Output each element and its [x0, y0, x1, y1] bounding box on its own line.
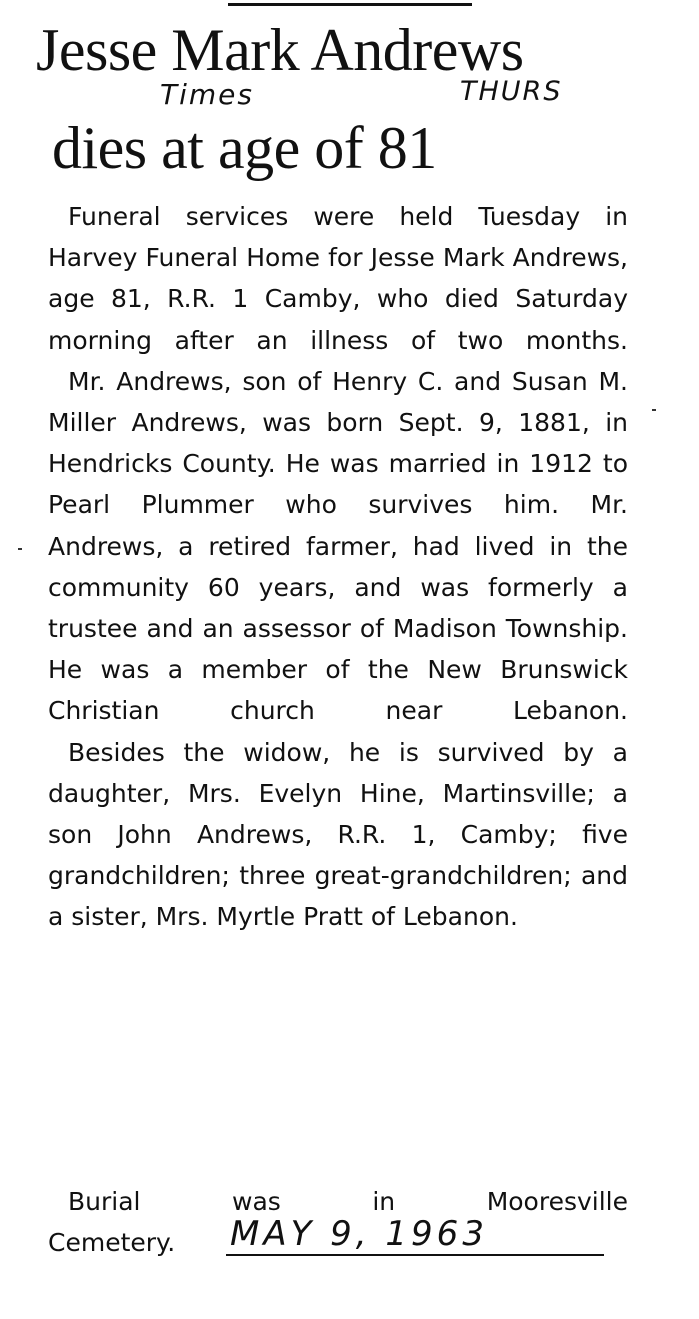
paragraph-burial	[48, 1181, 628, 1263]
burial-line-2	[48, 1214, 628, 1263]
burial-word: was	[232, 1187, 281, 1216]
headline-line-1: Jesse Mark Andrews	[36, 17, 524, 83]
handwritten-date: MAY 9, 1963	[230, 1214, 488, 1255]
handwritten-note-times: Times	[160, 78, 254, 111]
burial-word: Burial	[68, 1187, 141, 1216]
date-underline	[226, 1254, 604, 1256]
handwritten-note-thurs: THURS	[460, 76, 563, 107]
burial-cemetery-word: Cemetery.	[48, 1228, 176, 1258]
burial-word: in	[372, 1187, 396, 1216]
paragraph-funeral: Funeral services were held Tuesday in Harvey Funeral Home for Jesse Mark Andrews, age 81, R.R. 1 Camby, who died Saturday morning after an illness of two months.	[48, 202, 628, 355]
burial-word: Mooresville	[486, 1187, 628, 1216]
paragraph-survivors: Besides the widow, he is survived by a daughter, Mrs. Evelyn Hine, Martinsville; a son John Andrews, R.R. 1, Camby; five grandchildren; three great-grandchildren; and a sister, Mrs. Myrtle Pratt of Lebanon.	[48, 737, 628, 932]
obituary-body	[48, 196, 628, 938]
paragraph-biography: Mr. Andrews, son of Henry C. and Susan M. Miller Andrews, was born Sept. 9, 1881, in Hendricks County. He was married in 1912 to Pearl Plummer who survives him. Mr. Andrews, a retired farmer, had lived in the community 60 years, and was formerly a trustee and an assessor of Madison Township. He was a member of the New Brunswick Christian church near Lebanon.	[48, 366, 628, 726]
scan-speck	[652, 409, 656, 411]
headline-line-2: dies at age of 81	[52, 115, 437, 181]
scan-speck	[18, 548, 22, 550]
top-rule-divider	[228, 3, 472, 6]
